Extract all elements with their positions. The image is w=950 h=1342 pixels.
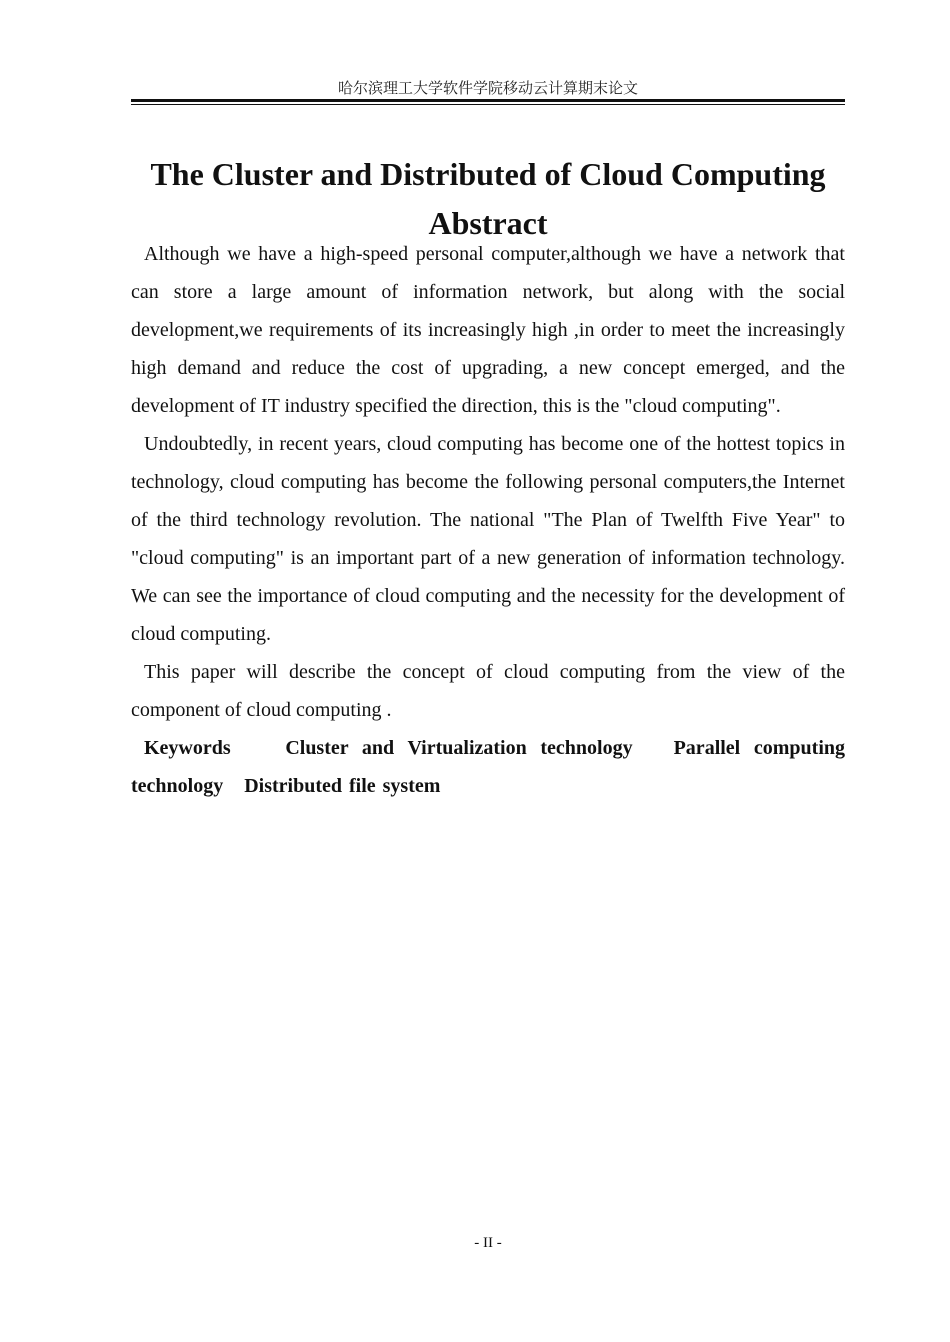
keyword-item-2: Parallel computing technology [131, 737, 846, 797]
keywords-line [131, 729, 845, 805]
abstract-paragraph-2: Undoubtedly, in recent years, cloud computing has become one of the hottest topics in technology, cloud computing has become the following personal computers,the Internet of the third technology revolution. The national "The Plan of Twelfth Five Year" to "cloud computing" is an important part of a new generation of information technology. We can see the importance of cloud computing and the necessity for the development of cloud computing. [131, 433, 845, 645]
page-number: - II - [474, 1235, 502, 1251]
abstract-paragraph-1: Although we have a high-speed personal computer,although we have a network that can store a large amount of information network, but along with the social development,we requirements of its increasingly high ,in order to meet the increasingly high demand and reduce the cost of upgrading, a new concept emerged, and the development of IT industry specified the direction, this is the "cloud computing". [131, 243, 845, 417]
running-header: 哈尔滨理工大学软件学院移动云计算期末论文 [337, 79, 638, 97]
abstract-heading: Abstract [428, 205, 548, 241]
header-rule-thick [131, 99, 845, 102]
paper-title: The Cluster and Distributed of Cloud Computing [150, 156, 826, 192]
keyword-item-1: Cluster and Virtualization technology [285, 737, 633, 759]
keyword-item-3: Distributed file system [244, 775, 441, 797]
header-rule-thin [131, 104, 845, 105]
abstract-paragraph-3: This paper will describe the concept of cloud computing from the view of the component of cloud computing . [131, 661, 845, 721]
keywords-label: Keywords [144, 737, 231, 759]
abstract-body [131, 235, 845, 805]
